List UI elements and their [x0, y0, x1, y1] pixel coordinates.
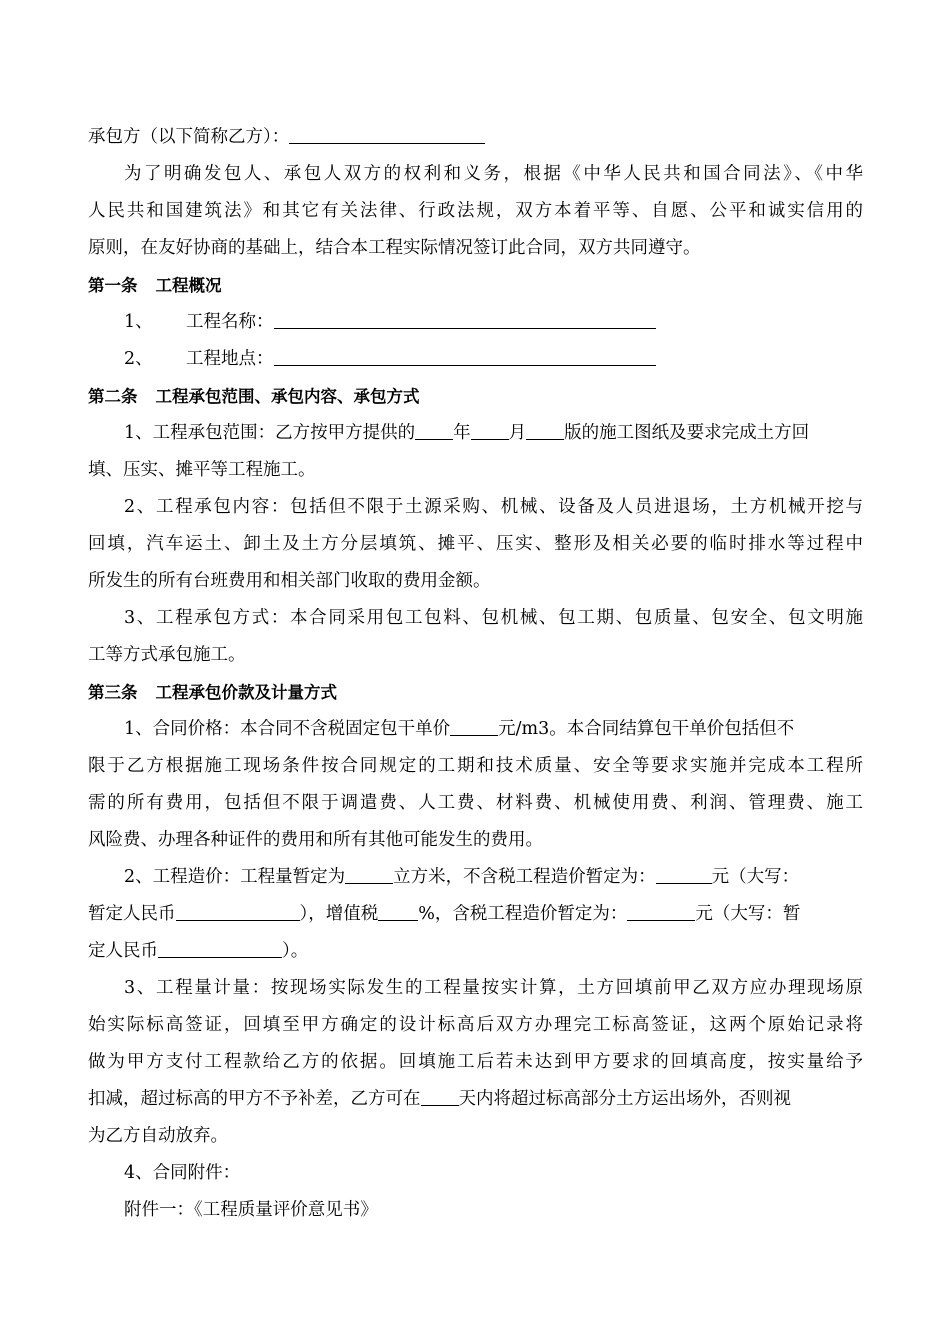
- scope-line-1: [88, 415, 863, 452]
- quantity-blank[interactable]: [345, 864, 393, 884]
- scope-month-label: 月: [508, 423, 527, 443]
- article-1-heading: [88, 267, 863, 304]
- taxed-uppercase-blank[interactable]: [158, 938, 282, 958]
- article-1-number: 第一条: [88, 276, 138, 295]
- price-text-a: 1、合同价格：本合同不含税固定包干单价: [124, 719, 451, 739]
- measure-line-3: 做为甲方支付工程款给乙方的依据。回填施工后若未达到甲方要求的回填高度，按实量给予: [88, 1052, 863, 1072]
- article-3-heading: [88, 674, 863, 711]
- scope-year-label: 年: [453, 423, 471, 443]
- content-line-3: 所发生的所有台班费用和相关部门收取的费用金额。: [88, 571, 491, 591]
- cost-text-c: 元（大写：: [711, 867, 800, 887]
- article-2-title: 工程承包范围、承包内容、承包方式: [155, 387, 420, 406]
- scope-month-blank[interactable]: [471, 420, 509, 440]
- measure-line-4: [88, 1081, 863, 1118]
- project-location-blank[interactable]: [274, 346, 656, 366]
- contract-page: [88, 119, 863, 1229]
- scope-year-blank[interactable]: [415, 420, 453, 440]
- cost-line-1: [88, 859, 863, 896]
- cost-text-b: 立方米，不含税工程造价暂定为：: [393, 867, 656, 887]
- party-b-line: [88, 119, 863, 156]
- pretax-cost-blank[interactable]: [656, 864, 712, 884]
- measure-line-1: 3、工程量计量：按现场实际发生的工程量按实计算，土方回填前甲乙双方应办理现场原: [124, 978, 863, 998]
- attachment-1: 附件一：《工程质量评价意见书》: [124, 1200, 378, 1220]
- cost-text-g: 元（大写：暂: [695, 904, 801, 924]
- price-line-3: 需的所有费用，包括但不限于调遣费、人工费、材料费、机械使用费、利润、管理费、施工: [88, 793, 863, 813]
- price-line-4: 风险费、办理各种证件的费用和所有其他可能发生的费用。: [88, 830, 543, 850]
- project-location-number: 2、: [124, 349, 153, 369]
- party-b-blank[interactable]: [289, 124, 485, 144]
- measure-text-a: 扣减，超过标高的甲方不予补差，乙方可在: [88, 1089, 421, 1109]
- content-line-1: 2、工程承包内容：包括但不限于土源采购、机械、设备及人员进退场，土方机械开挖与: [124, 497, 863, 517]
- intro-line-3: 原则，在友好协商的基础上，结合本工程实际情况签订此合同，双方共同遵守。: [88, 238, 701, 258]
- price-line-1: [88, 711, 863, 748]
- project-name-line: [88, 304, 863, 341]
- project-name-blank[interactable]: [274, 309, 656, 329]
- intro-line-2: 人民共和国建筑法》和其它有关法律、行政法规，双方本着平等、自愿、公平和诚实信用的: [88, 201, 863, 221]
- measure-line-2: 始实际标高签证，回填至甲方确定的设计标高后双方办理完工标高签证，这两个原始记录将: [88, 1015, 863, 1035]
- cost-text-e: ），增值税: [299, 904, 379, 924]
- attachments-heading: 4、合同附件：: [124, 1163, 241, 1183]
- article-3-title: 工程承包价款及计量方式: [155, 683, 337, 702]
- pretax-uppercase-blank[interactable]: [176, 901, 300, 921]
- cost-text-i: ）。: [282, 941, 309, 961]
- project-name-label: 工程名称：: [186, 312, 274, 332]
- content-line-2: 回填，汽车运土、卸土及土方分层填筑、摊平、压实、整形及相关必要的临时排水等过程中: [88, 534, 863, 554]
- vat-rate-blank[interactable]: [378, 901, 418, 921]
- price-line-2: 限于乙方根据施工现场条件按合同规定的工期和技术质量、安全等要求实施并完成本工程所: [88, 756, 863, 776]
- project-location-label: 工程地点：: [186, 349, 274, 369]
- cost-text-h: 定人民币: [88, 941, 158, 961]
- scope-text-b: 版的施工图纸及要求完成土方回: [564, 423, 810, 443]
- project-location-line: [88, 341, 863, 378]
- project-name-number: 1、: [124, 312, 153, 332]
- days-blank[interactable]: [421, 1086, 459, 1106]
- article-3-number: 第三条: [88, 683, 138, 702]
- unit-price-blank[interactable]: [450, 716, 498, 736]
- scope-text-a: 1、工程承包范围：乙方按甲方提供的: [124, 423, 416, 443]
- scope-version-blank[interactable]: [526, 420, 564, 440]
- taxed-cost-blank[interactable]: [627, 901, 695, 921]
- cost-line-3: [88, 933, 863, 970]
- price-text-b: 元/m3。本合同结算包干单价包括但不: [498, 719, 795, 739]
- article-2-number: 第二条: [88, 387, 138, 406]
- cost-line-2: [88, 896, 863, 933]
- article-1-title: 工程概况: [155, 276, 222, 295]
- cost-text-d: 暂定人民币: [88, 904, 176, 924]
- measure-line-5: 为乙方自动放弃。: [88, 1126, 228, 1146]
- party-b-label: 承包方（以下简称乙方）：: [88, 127, 290, 147]
- scope-line-2: 填、压实、摊平等工程施工。: [88, 460, 316, 480]
- cost-text-f: %，含税工程造价暂定为：: [418, 904, 628, 924]
- measure-text-b: 天内将超过标高部分土方运出场外，否则视: [458, 1089, 791, 1109]
- article-2-heading: [88, 378, 863, 415]
- cost-text-a: 2、工程造价：工程量暂定为: [124, 867, 346, 887]
- intro-line-1: 为了明确发包人、承包人双方的权利和义务，根据《中华人民共和国合同法》、《中华: [124, 164, 863, 184]
- method-line-2: 工等方式承包施工。: [88, 645, 246, 665]
- method-line-1: 3、工程承包方式：本合同采用包工包料、包机械、包工期、包质量、包安全、包文明施: [124, 608, 863, 628]
